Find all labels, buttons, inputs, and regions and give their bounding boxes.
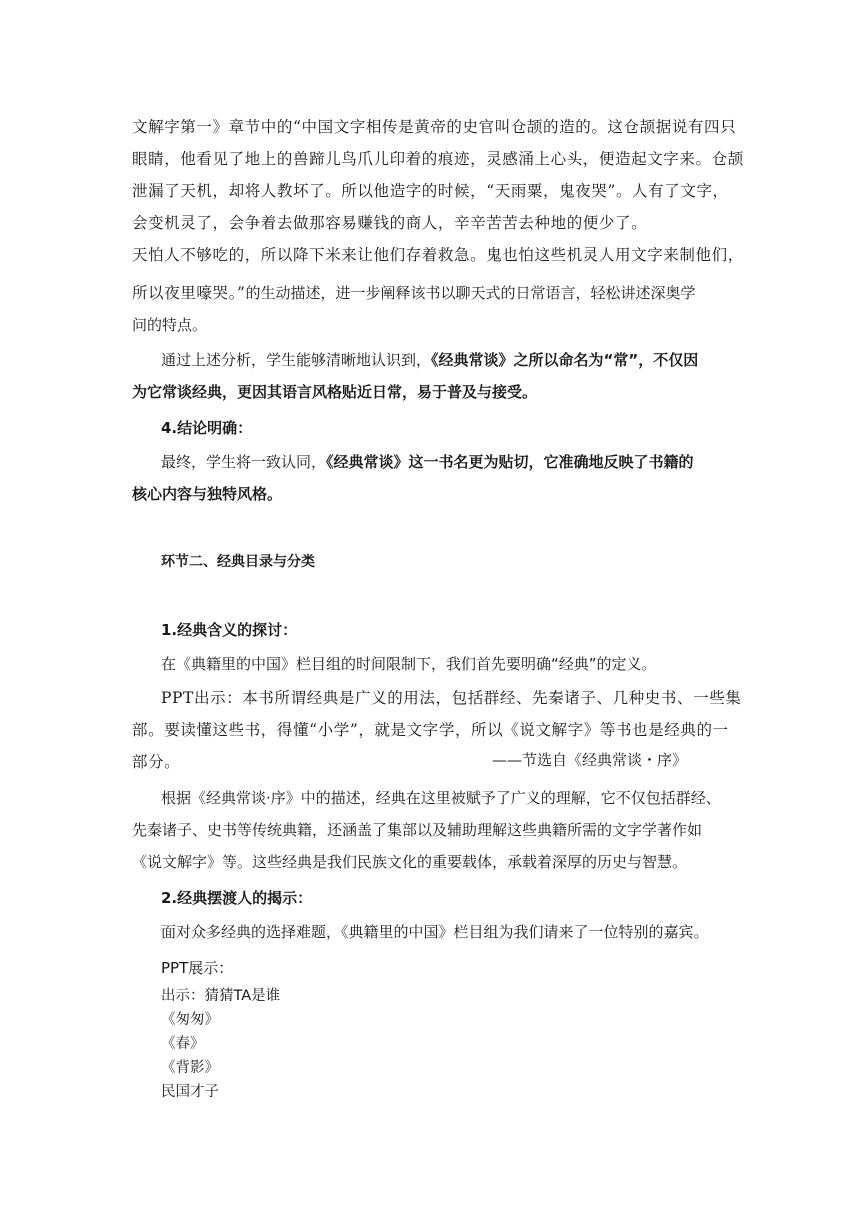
analysis-bold-1: 《经典常谈》之所以命名为“常”，不仅因 [431, 351, 699, 369]
list-item: 《匆匆》 [161, 1012, 219, 1028]
conclusion-paragraph [161, 452, 694, 472]
analysis-paragraph [161, 350, 698, 370]
ppt-quote-line-3: 部分。 [132, 753, 181, 771]
quote-line-6 [132, 283, 696, 303]
ferry-heading: 2.经典摆渡人的揭示： [161, 889, 313, 907]
conclusion-normal: 最终，学生将一致认同， [161, 453, 327, 471]
ppt-quote-line-2: 部。要读懂这些书，得懂“小学”，就是文字学，所以《说文解字》等书也是经典的一 [132, 721, 729, 739]
list-item: 《春》 [161, 1036, 205, 1052]
show-title: 出示：猜猜TA是谁 [161, 988, 281, 1004]
quote-line-3: 泄漏了天机，却将人教坏了。所以他造字的时候，“天雨粟，鬼夜哭”。人有了文字， [132, 182, 729, 200]
quote-line-1: 文解字第一》章节中的“中国文字相传是黄帝的史官叫仓颉的造的。这仓颉据说有四只 [132, 118, 737, 136]
quote-line-2: 眼睛，他看见了地上的兽蹄儿鸟爪儿印着的痕迹，灵感涌上心头，便造起文字来。仓颉 [132, 150, 744, 168]
section-heading: 环节二、经典目录与分类 [161, 554, 315, 570]
analysis-normal: 通过上述分析，学生能够清晰地认识到， [161, 351, 432, 369]
quote-line-4: 会变机灵了，会争着去做那容易赚钱的商人，辛辛苦苦去种地的便少了。 [132, 214, 648, 232]
analysis-bold-2: 为它常谈经典，更因其语言风格贴近日常，易于普及与接受。 [132, 383, 538, 401]
quote-line-5: 天怕人不够吃的，所以降下米来让他们存着救急。鬼也怕这些机灵人用文字来制他们， [132, 246, 744, 264]
list-item: 民国才子 [161, 1084, 219, 1100]
quote-attribution: ——节选自《经典常谈・序》 [492, 751, 688, 769]
quote-line-6-desc: 的生动描述，进一步阐释该书以聊天式的日常语言，轻松讲述深奥学 [245, 284, 696, 302]
ppt-show-label: PPT展示： [161, 959, 234, 977]
explanation-line-2: 先秦诸子、史书等传统典籍，还涵盖了集部以及辅助理解这些典籍所需的文字学著作如 [132, 821, 703, 839]
explanation-line-1: 根据《经典常谈·序》中的描述，经典在这里被赋予了广义的理解，它不仅包括群经、 [161, 789, 721, 807]
ppt-quote-line-1: PPT出示：本书所谓经典是广义的用法，包括群经、先秦诸子、几种史书、一些集 [161, 689, 742, 707]
conclusion-heading: 4.结论明确： [161, 419, 253, 437]
conclusion-bold-1: 《经典常谈》这一书名更为贴切，它准确地反映了书籍的 [326, 453, 694, 471]
meaning-heading: 1.经典含义的探讨： [161, 621, 298, 639]
conclusion-bold-2: 核心内容与独特风格。 [132, 485, 283, 503]
ferry-paragraph: 面对众多经典的选择难题，《典籍里的中国》栏目组为我们请来了一位特别的嘉宾。 [161, 923, 709, 941]
meaning-paragraph: 在《典籍里的中国》栏目组的时间限制下，我们首先要明确“经典”的定义。 [161, 655, 657, 673]
quote-line-6-end: 所以夜里嚎哭。” [132, 284, 246, 302]
list-item: 《背影》 [161, 1060, 219, 1076]
explanation-line-3: 《说文解字》等。这些经典是我们民族文化的重要载体，承载着深厚的历史与智慧。 [132, 853, 688, 871]
quote-line-7: 问的特点。 [132, 316, 208, 334]
